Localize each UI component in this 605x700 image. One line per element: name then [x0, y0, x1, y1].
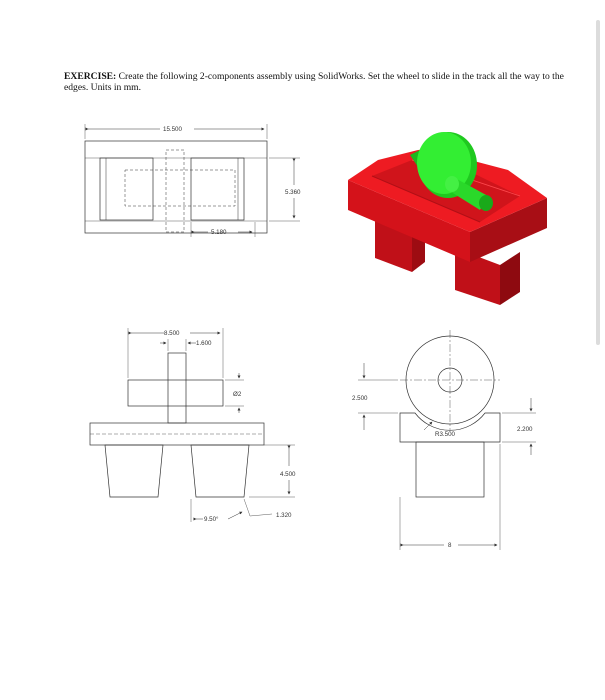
front-overall-dim: 8.500	[164, 330, 180, 337]
front-view	[90, 328, 295, 522]
isometric-model	[348, 132, 547, 305]
side-width-dim: 8	[448, 542, 452, 549]
top-width-dim: 15.500	[163, 126, 182, 133]
side-base-height-dim: 2.200	[517, 426, 533, 433]
front-taper-dim: 1.320	[276, 512, 292, 519]
front-diameter-dim: Ø2	[233, 391, 242, 398]
side-radius-dim: R3.500	[435, 431, 455, 438]
top-height-dim: 5.360	[285, 189, 301, 196]
top-view	[85, 124, 300, 237]
top-gap-dim: 5.180	[211, 229, 227, 236]
front-shaft-dim: 1.600	[196, 340, 212, 347]
side-wheel-dim: 2.500	[352, 395, 368, 402]
side-view	[358, 330, 536, 550]
front-leg-height-dim: 4.500	[280, 471, 296, 478]
front-angle-dim: 9.50°	[204, 516, 219, 523]
exercise-text: Create the following 2-components assembly using SolidWorks. Set the wheel to slide in the track all the way to the edges. Units in mm.	[64, 71, 564, 93]
exercise-heading: EXERCISE:	[64, 71, 117, 82]
